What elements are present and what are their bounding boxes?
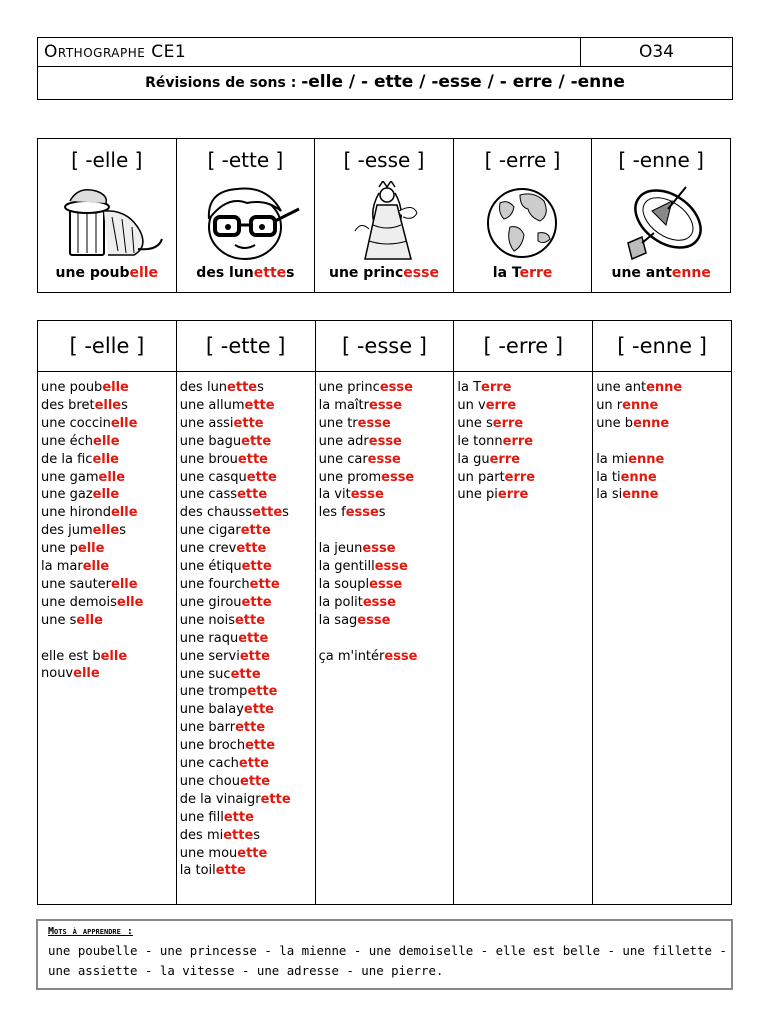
picture-sound: [ -erre ] (484, 148, 561, 172)
word-ending: esse (362, 594, 396, 610)
word-ending: ette (241, 559, 272, 575)
word-part: une demois (41, 594, 117, 610)
picture-caption: la Terre (492, 265, 553, 281)
column-header-erre: [ -erre ] (454, 321, 593, 371)
word-item (41, 665, 176, 683)
word-item (180, 612, 315, 630)
word-item (319, 415, 454, 433)
word-part: une pi (457, 487, 498, 503)
word-ending: ette (223, 827, 254, 843)
word-gap (319, 630, 454, 648)
word-ending: ette (239, 648, 270, 664)
word-part: une gam (41, 469, 99, 485)
word-part: une adr (318, 433, 369, 449)
word-item (180, 522, 315, 540)
picture-cell-erre (454, 139, 593, 292)
word-part: des lun (179, 380, 228, 395)
word-ending: esse (381, 469, 415, 485)
word-part: des jum (41, 523, 93, 539)
word-part: les f (318, 505, 346, 521)
word-item (41, 522, 176, 540)
word-item (180, 558, 315, 576)
word-ending: esse (357, 415, 391, 431)
word-ending: ette (244, 397, 275, 413)
word-part: une ant (596, 380, 647, 395)
word-part: s (121, 397, 128, 413)
words-to-learn-title: Mots à apprendre : (48, 926, 133, 937)
word-part: le tonn (457, 433, 503, 449)
word-ending: esse (379, 380, 413, 395)
word-item (41, 576, 176, 594)
word-item (457, 379, 592, 397)
word-item (180, 666, 315, 684)
word-part: la sag (318, 612, 358, 628)
word-part: une fill (179, 809, 224, 825)
word-item (319, 648, 454, 666)
word-ending: esse (367, 451, 401, 467)
word-item (41, 397, 176, 415)
word-item (180, 701, 315, 719)
word-ending: erre (481, 380, 512, 395)
globe-icon (464, 181, 582, 261)
word-item (180, 504, 315, 522)
word-part: des chauss (179, 505, 253, 521)
word-item (180, 379, 315, 397)
word-item (180, 576, 315, 594)
word-item (319, 540, 454, 558)
word-part: la toil (179, 863, 216, 879)
word-ending: elle (102, 380, 129, 395)
word-part: des mi (179, 827, 224, 843)
word-item (596, 451, 731, 469)
word-part: des bret (41, 397, 95, 413)
word-part: une chou (179, 773, 240, 789)
word-part: une s (457, 415, 493, 431)
word-part: s (282, 505, 289, 521)
word-part: une tromp (179, 684, 248, 700)
picture-caption: des lunettes (196, 265, 295, 281)
word-ending: ette (249, 576, 280, 592)
picture-sound: [ -elle ] (71, 148, 143, 172)
word-ending: ette (260, 791, 291, 807)
word-ending: elle (110, 505, 138, 521)
word-ending: erre (489, 451, 521, 467)
words-to-learn-line-2: une assiette - la vitesse - une adresse - une pierre. (48, 963, 444, 978)
word-item (180, 433, 315, 451)
worksheet-title: Orthographe CE1 (38, 38, 581, 66)
word-part: une étiqu (179, 559, 242, 575)
word-part: une b (596, 415, 634, 431)
word-item (319, 558, 454, 576)
word-item (319, 469, 454, 487)
princess-icon (325, 181, 443, 261)
column-header-elle: [ -elle ] (38, 321, 177, 371)
word-item (180, 469, 315, 487)
word-ending: elle (94, 397, 122, 413)
word-ending: ette (240, 523, 271, 539)
word-part: une casqu (179, 469, 247, 485)
word-part: la ti (596, 469, 621, 485)
word-part: une assi (179, 415, 234, 431)
word-ending: ette (241, 433, 272, 449)
word-ending: ette (246, 469, 277, 485)
word-ending: enne (620, 469, 657, 485)
column-header-enne: [ -enne ] (617, 334, 707, 358)
word-ending: ette (241, 594, 272, 610)
word-item (41, 451, 176, 469)
word-ending: esse (362, 541, 396, 557)
picture-cell-ette (177, 139, 316, 292)
word-item (180, 845, 315, 863)
word-ending: elle (116, 594, 144, 610)
word-item (41, 558, 176, 576)
words-to-learn-box (36, 919, 733, 990)
word-part: une p (41, 541, 78, 557)
word-item (319, 486, 454, 504)
word-part: une broch (179, 738, 246, 754)
word-part: une cach (179, 756, 239, 772)
word-item (596, 469, 731, 487)
boy-glasses-icon (187, 181, 305, 261)
word-item (180, 791, 315, 809)
word-ending: elle (92, 487, 120, 503)
picture-sound: [ -enne ] (618, 148, 704, 172)
word-item (180, 415, 315, 433)
word-item (180, 773, 315, 791)
word-ending: enne (628, 451, 665, 467)
word-item (180, 683, 315, 701)
word-ending: elle (73, 666, 100, 682)
word-ending: ette (233, 415, 264, 431)
word-part: une servi (179, 648, 240, 664)
word-ending: ette (237, 845, 268, 861)
word-part: s (119, 523, 126, 539)
word-part: la mi (596, 451, 629, 467)
word-part: la soupl (318, 576, 370, 592)
word-item (457, 397, 592, 415)
word-ending: elle (110, 415, 138, 431)
word-item (180, 648, 315, 666)
word-item (319, 504, 454, 522)
word-column-esse (316, 372, 455, 905)
word-part: nouv (41, 666, 74, 682)
word-table (37, 320, 732, 905)
word-item (180, 486, 315, 504)
worksheet-header (37, 37, 733, 100)
column-header-ette: [ -ette ] (177, 321, 316, 371)
word-item (41, 433, 176, 451)
word-item (180, 862, 315, 880)
word-ending: ette (235, 720, 266, 736)
word-part: une éch (41, 433, 93, 449)
word-column-erre (454, 372, 593, 905)
word-part: une suc (179, 666, 231, 682)
word-table-header (38, 321, 731, 372)
picture-table (37, 138, 731, 293)
word-part: la gentill (318, 559, 375, 575)
word-ending: erre (497, 487, 529, 503)
word-ending: elle (92, 451, 119, 467)
word-column-enne (593, 372, 731, 905)
word-ending: elle (77, 541, 105, 557)
word-part: s (253, 827, 261, 843)
word-ending: ette (238, 756, 269, 772)
word-part: de la fic (41, 451, 93, 467)
word-item (457, 433, 592, 451)
word-ending: elle (98, 469, 126, 485)
word-part: une cigar (179, 523, 241, 539)
word-part: une bagu (179, 433, 242, 449)
word-ending: erre (504, 469, 536, 485)
word-ending: esse (357, 612, 391, 628)
word-item (41, 504, 176, 522)
word-part: une balay (179, 702, 244, 718)
word-item (41, 469, 176, 487)
word-part: une tr (318, 415, 358, 431)
word-ending: ette (240, 773, 271, 789)
word-ending: enne (622, 487, 659, 503)
satellite-dish-icon (602, 181, 720, 261)
word-column-ette (177, 372, 316, 905)
word-ending: ette (223, 809, 254, 825)
word-part: de la vinaigr (179, 791, 261, 807)
subtitle-sounds: -elle / - ette / -esse / - erre / -enne (301, 72, 625, 92)
word-item (41, 612, 176, 630)
word-item (319, 576, 454, 594)
word-part: une coccin (41, 415, 111, 431)
word-part: la gu (457, 451, 490, 467)
word-item (319, 612, 454, 630)
word-part: une car (318, 451, 368, 467)
word-part: un v (457, 397, 486, 413)
word-ending: elle (100, 648, 128, 664)
word-part: une fourch (179, 576, 250, 592)
word-gap (41, 630, 176, 648)
word-item (596, 397, 731, 415)
word-ending: elle (76, 612, 103, 628)
word-part: une gaz (41, 487, 93, 503)
word-item (41, 415, 176, 433)
word-gap (596, 433, 731, 451)
word-item (180, 594, 315, 612)
worksheet-subtitle (38, 67, 732, 99)
word-ending: elle (92, 523, 120, 539)
picture-sound: [ -ette ] (207, 148, 284, 172)
word-ending: ette (227, 380, 258, 395)
picture-caption: une antenne (611, 265, 711, 281)
word-gap (319, 522, 454, 540)
word-part: la T (457, 380, 482, 395)
word-item (180, 755, 315, 773)
word-ending: ette (234, 612, 266, 628)
word-part: une sauter (41, 576, 112, 592)
word-ending: ette (252, 505, 283, 521)
word-part: une princ (318, 380, 380, 395)
worksheet-code: O34 (638, 42, 674, 62)
word-item (457, 469, 592, 487)
word-part: s (378, 505, 386, 521)
word-item (457, 486, 592, 504)
word-item (319, 594, 454, 612)
word-item (180, 540, 315, 558)
picture-cell-esse (315, 139, 454, 292)
word-part: une allum (179, 397, 245, 413)
word-ending: erre (502, 433, 534, 449)
word-part: une raqu (179, 630, 239, 646)
word-ending: ette (247, 684, 278, 700)
word-ending: esse (350, 487, 384, 503)
word-item (41, 379, 176, 397)
word-item (596, 379, 731, 397)
word-ending: esse (374, 559, 408, 575)
word-ending: esse (369, 397, 403, 413)
word-part: la si (596, 487, 623, 503)
word-column-elle (38, 372, 177, 905)
word-part: une crev (179, 541, 237, 557)
word-item (596, 486, 731, 504)
word-ending: ette (243, 702, 274, 718)
word-ending: ette (237, 451, 268, 467)
word-item (180, 451, 315, 469)
word-ending: esse (369, 576, 403, 592)
word-item (41, 648, 176, 666)
word-part: une girou (179, 594, 242, 610)
word-ending: elle (93, 433, 120, 449)
word-ending: ette (236, 541, 267, 557)
word-ending: esse (345, 505, 379, 521)
word-ending: enne (622, 397, 659, 413)
word-part: une poub (41, 380, 103, 395)
word-part: la maîtr (318, 397, 369, 413)
picture-cell-elle (38, 139, 177, 292)
word-part: ça m'intér (318, 648, 385, 664)
column-header-esse: [ -esse ] (316, 321, 455, 371)
word-part: un part (457, 469, 505, 485)
word-part: une s (41, 612, 77, 628)
word-part: une cass (179, 487, 238, 503)
word-item (319, 397, 454, 415)
word-ending: enne (633, 415, 670, 431)
word-item (180, 809, 315, 827)
word-ending: erre (492, 415, 524, 431)
word-part: une barr (179, 720, 236, 736)
word-part: une prom (318, 469, 382, 485)
word-ending: esse (368, 433, 402, 449)
subtitle-prefix: Révisions de sons : (145, 75, 297, 91)
word-item (180, 397, 315, 415)
word-part: une nois (179, 612, 235, 628)
word-item (180, 737, 315, 755)
word-part: la polit (318, 594, 363, 610)
word-item (457, 415, 592, 433)
word-part: la mar (41, 559, 83, 575)
word-part: la jeun (318, 541, 363, 557)
word-item (596, 415, 731, 433)
word-item (319, 451, 454, 469)
word-ending: elle (111, 576, 138, 592)
word-ending: erre (485, 397, 517, 413)
word-item (180, 719, 315, 737)
trash-can-cat-icon (48, 181, 166, 261)
word-item (319, 433, 454, 451)
word-part: la vit (318, 487, 351, 503)
word-item (41, 486, 176, 504)
word-item (457, 451, 592, 469)
word-item (319, 379, 454, 397)
word-ending: ette (238, 630, 269, 646)
word-part: une hirond (41, 505, 111, 521)
picture-caption: une princesse (329, 265, 439, 281)
picture-cell-enne (592, 139, 730, 292)
picture-caption: une poubelle (55, 265, 159, 281)
word-ending: ette (230, 666, 261, 682)
word-part: un r (596, 397, 623, 413)
picture-sound: [ -esse ] (343, 148, 425, 172)
word-part: s (257, 380, 264, 395)
word-item (41, 540, 176, 558)
word-part: une brou (179, 451, 238, 467)
word-part: une mou (179, 845, 238, 861)
word-ending: ette (215, 863, 246, 879)
word-ending: elle (82, 559, 110, 575)
word-ending: ette (245, 738, 276, 754)
word-item (180, 827, 315, 845)
words-to-learn-line-1: une poubelle - une princesse - la mienne - une demoiselle - elle est belle - une fillette - (48, 943, 727, 958)
word-ending: enne (646, 380, 683, 395)
word-ending: ette (237, 487, 268, 503)
word-part: elle est b (41, 648, 101, 664)
word-ending: esse (384, 648, 418, 664)
word-item (41, 594, 176, 612)
word-item (180, 630, 315, 648)
